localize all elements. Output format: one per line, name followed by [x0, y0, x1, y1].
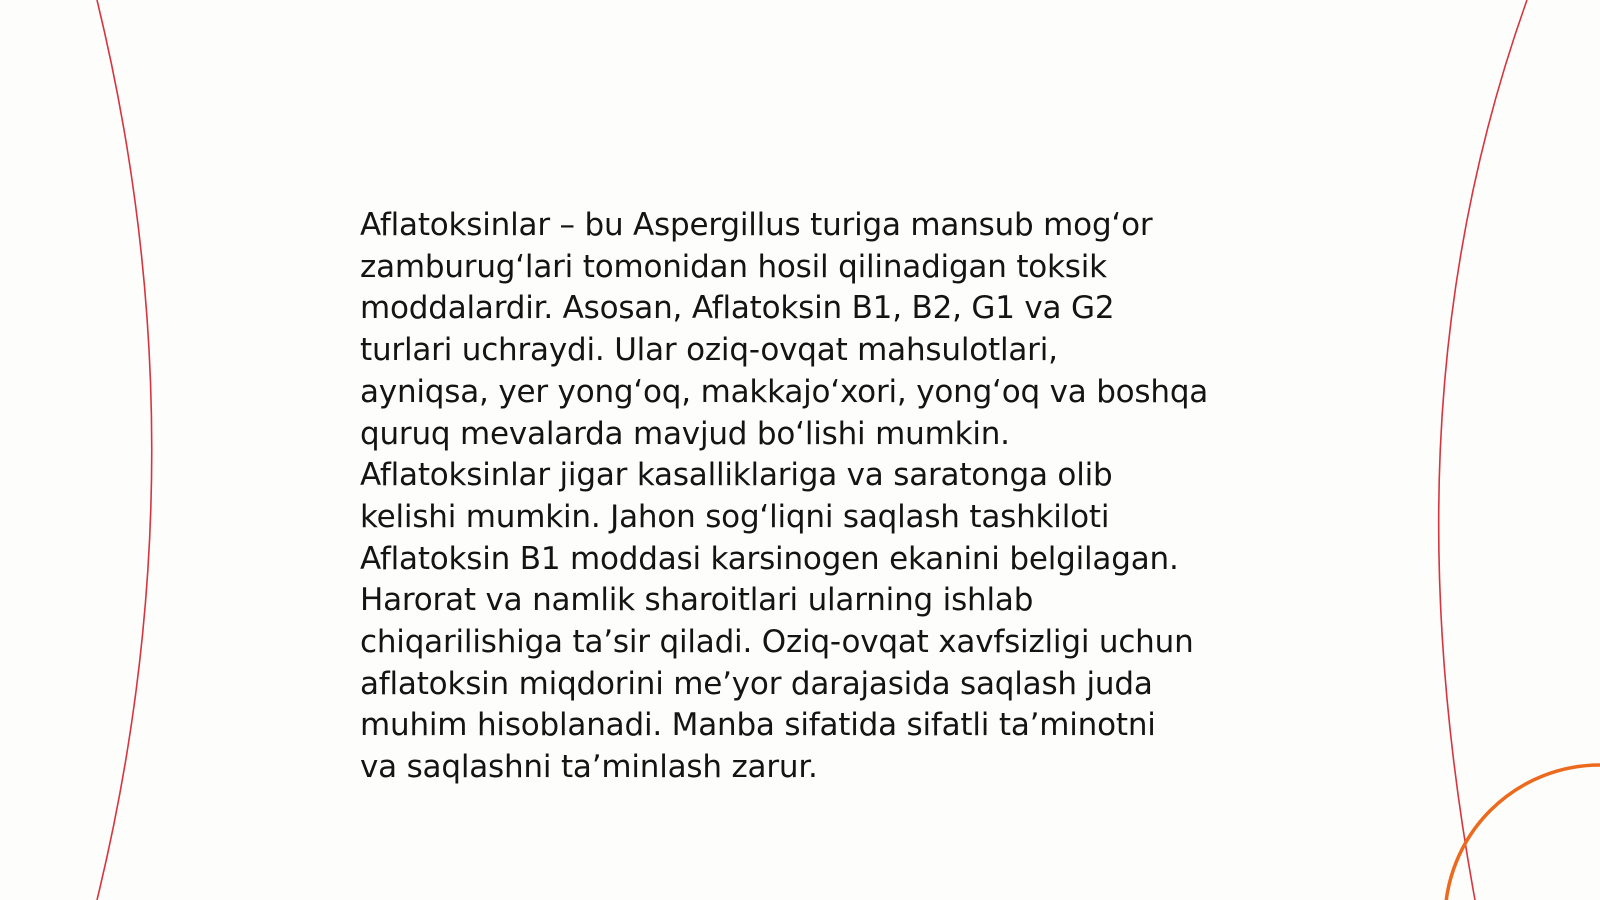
body-line: Aflatoksinlar – bu Aspergillus turiga mansub mog‘or — [360, 207, 1153, 243]
orange-circle-outline — [1445, 765, 1600, 900]
body-line: zamburug‘lari tomonidan hosil qilinadigan toksik — [360, 248, 1107, 285]
body-line: muhim hisoblanadi. Manba sifatida sifatli ta’minotni — [360, 707, 1156, 744]
body-line: chiqarilishiga ta’sir qiladi. Oziq-ovqat xavfsizligi uchun — [360, 624, 1194, 661]
body-line: kelishi mumkin. Jahon sog‘liqni saqlash tashkiloti — [360, 498, 1110, 535]
body-text — [360, 205, 1260, 789]
body-line: va saqlashni ta’minlash zarur. — [360, 749, 818, 786]
body-line: ayniqsa, yer yong‘oq, makkajo‘xori, yong‘oq va boshqa — [360, 373, 1209, 410]
left-arc-line — [97, 0, 152, 900]
body-line: Aflatoksinlar jigar kasalliklariga va saratonga olib — [360, 457, 1113, 494]
right-arc-line — [1439, 0, 1527, 900]
body-line: Harorat va namlik sharoitlari ularning ishlab — [360, 582, 1034, 619]
body-line: aflatoksin miqdorini me’yor darajasida saqlash juda — [360, 665, 1153, 702]
body-line: moddalardir. Asosan, Aflatoksin B1, B2, G1 va G2 — [360, 290, 1115, 327]
body-line: quruq mevalarda mavjud bo‘lishi mumkin. — [360, 415, 1010, 452]
body-line: Aflatoksin B1 moddasi karsinogen ekanini belgilagan. — [360, 540, 1179, 577]
body-line: turlari uchraydi. Ular oziq-ovqat mahsulotlari, — [360, 332, 1058, 369]
